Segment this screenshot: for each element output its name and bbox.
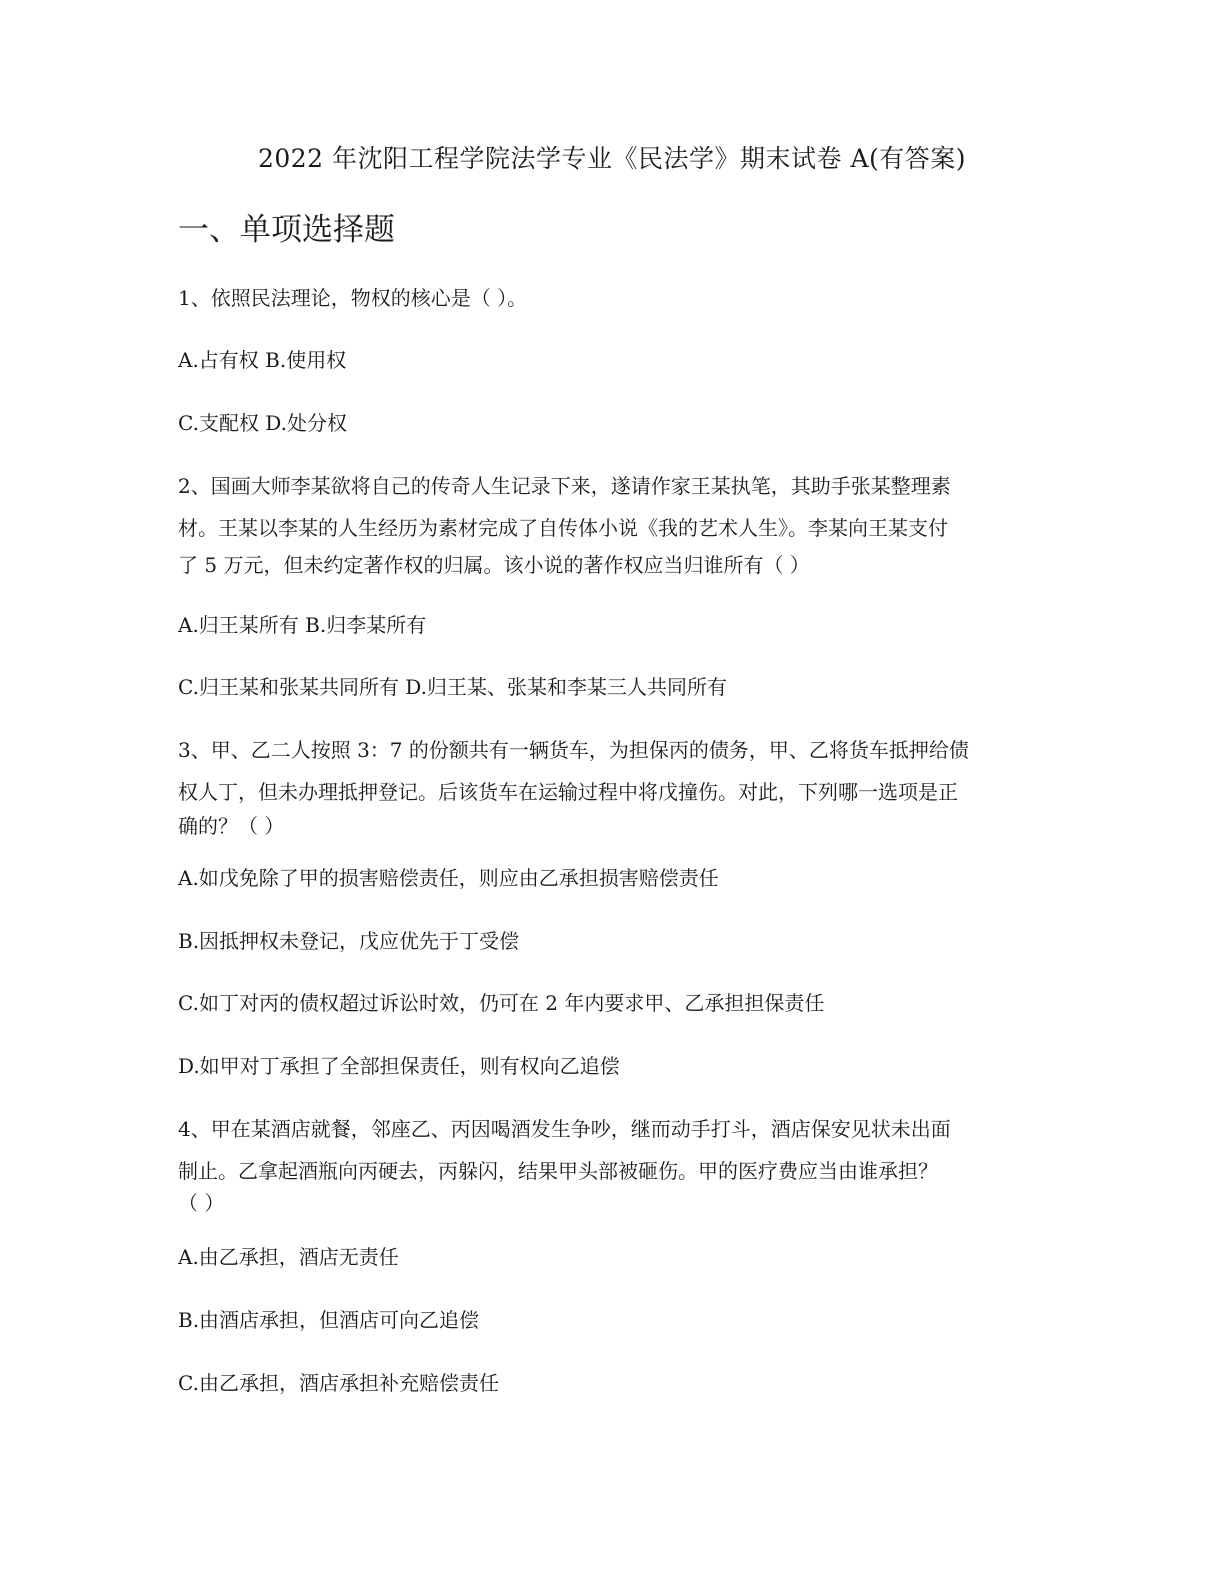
question-3-stem-line-2: 权人丁，但未办理抵押登记。后该货车在运输过程中将戊撞伤。对此，下列哪一选项是正 bbox=[178, 780, 958, 804]
question-2-stem-line-1: 2、国画大师李某欲将自己的传奇人生记录下来，遂请作家王某执笔，其助手张某整理素 bbox=[178, 474, 951, 498]
question-4-stem-line-3: （ ） bbox=[178, 1191, 225, 1215]
document-title: 2022 年沈阳工程学院法学专业《民法学》期末试卷 A(有答案) bbox=[257, 144, 967, 173]
question-2-stem-line-3: 了 5 万元，但未约定著作权的归属。该小说的著作权应当归谁所有（ ） bbox=[178, 553, 810, 577]
question-4-stem-line-2: 制止。乙拿起酒瓶向丙硬去，丙躲闪，结果甲头部被砸伤。甲的医疗费应当由谁承担？ bbox=[178, 1159, 938, 1183]
question-4-option-c: C.由乙承担，酒店承担补充赔偿责任 bbox=[178, 1371, 499, 1395]
section-heading: 一、单项选择题 bbox=[178, 212, 395, 248]
question-4-option-b: B.由酒店承担，但酒店可向乙追偿 bbox=[178, 1308, 480, 1332]
question-1-options-ab: A.占有权 B.使用权 bbox=[178, 348, 347, 372]
question-1-stem: 1、依照民法理论，物权的核心是（ ）。 bbox=[178, 286, 528, 310]
question-2-options-cd: C.归王某和张某共同所有 D.归王某、张某和李某三人共同所有 bbox=[178, 675, 727, 699]
question-2-stem-line-2: 材。王某以李某的人生经历为素材完成了自传体小说《我的艺术人生》。李某向王某支付 bbox=[178, 516, 948, 540]
question-3-option-d: D.如甲对丁承担了全部担保责任，则有权向乙追偿 bbox=[178, 1054, 620, 1078]
question-2-options-ab: A.归王某所有 B.归李某所有 bbox=[178, 613, 427, 637]
question-4-option-a: A.由乙承担，酒店无责任 bbox=[178, 1245, 399, 1269]
question-3-stem-line-1: 3、甲、乙二人按照 3：7 的份额共有一辆货车，为担保丙的债务，甲、乙将货车抵押给债 bbox=[178, 738, 969, 762]
question-3-stem-line-3: 确的？（ ） bbox=[178, 814, 285, 838]
question-3-option-c: C.如丁对丙的债权超过诉讼时效，仍可在 2 年内要求甲、乙承担担保责任 bbox=[178, 991, 825, 1015]
question-4-stem-line-1: 4、甲在某酒店就餐，邻座乙、丙因喝酒发生争吵，继而动手打斗，酒店保安见状未出面 bbox=[178, 1117, 951, 1141]
question-3-option-b: B.因抵押权未登记，戊应优先于丁受偿 bbox=[178, 929, 520, 953]
question-1-options-cd: C.支配权 D.处分权 bbox=[178, 411, 347, 435]
question-3-option-a: A.如戊免除了甲的损害赔偿责任，则应由乙承担损害赔偿责任 bbox=[178, 866, 719, 890]
